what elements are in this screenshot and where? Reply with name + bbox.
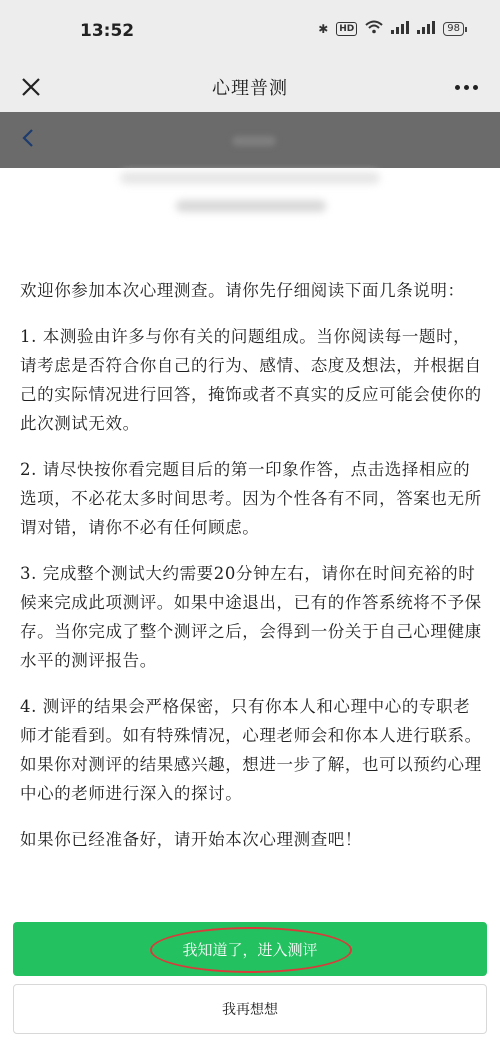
enter-test-button[interactable]: 我知道了，进入测评 <box>13 922 487 976</box>
blurred-subtitle <box>120 172 380 184</box>
wifi-icon <box>365 20 383 37</box>
hd-badge: HD <box>336 22 357 36</box>
instruction-item-3: 3. 完成整个测试大约需要20分钟左右，请你在时间充裕的时候来完成此项测评。如果中途退出，已有的作答系统将不予保存。当你完成了整个测评之后，会得到一份关于自己心理健康水平的测评报告。 <box>20 564 482 670</box>
back-button[interactable] <box>22 128 34 154</box>
instructions <box>20 276 482 871</box>
blurred-name <box>176 200 326 212</box>
instruction-closing: 如果你已经准备好，请开始本次心理测查吧！ <box>20 830 362 849</box>
sub-header <box>0 112 500 168</box>
blurred-title <box>232 136 276 146</box>
bluetooth-icon: ✱ <box>318 21 329 36</box>
instruction-intro: 欢迎你参加本次心理测查。请你先仔细阅读下面几条说明： <box>20 281 465 300</box>
status-icons <box>318 20 464 37</box>
more-options-button[interactable] <box>446 70 486 104</box>
signal-icon-1 <box>391 21 409 37</box>
page-title: 心理普测 <box>212 78 288 99</box>
instruction-item-2: 2. 请尽快按你看完题目后的第一印象作答，点击选择相应的选项，不必花太多时间思考。因为个性各有不同，答案也无所谓对错，请你不必有任何顾虑。 <box>20 460 482 537</box>
status-time: 13:52 <box>80 21 135 41</box>
instruction-item-1: 1. 本测验由许多与你有关的问题组成。当你阅读每一题时，请考虑是否符合你自己的行为、感情、态度及想法，并根据自己的实际情况进行回答，掩饰或者不真实的反应可能会使你的此次测试无效。 <box>20 327 482 433</box>
instruction-item-4: 4. 测评的结果会严格保密，只有你本人和心理中心的专职老师才能看到。如有特殊情况，心理老师会和你本人进行联系。如果你对测评的结果感兴趣，想进一步了解，也可以预约心理中心的老师进行深入的探讨。 <box>20 697 482 803</box>
title-bar <box>0 62 500 112</box>
more-icon <box>455 85 460 90</box>
think-again-button[interactable]: 我再想想 <box>13 984 487 1034</box>
status-bar <box>0 0 500 62</box>
battery-indicator: 98 <box>443 22 464 36</box>
signal-icon-2 <box>417 21 435 37</box>
